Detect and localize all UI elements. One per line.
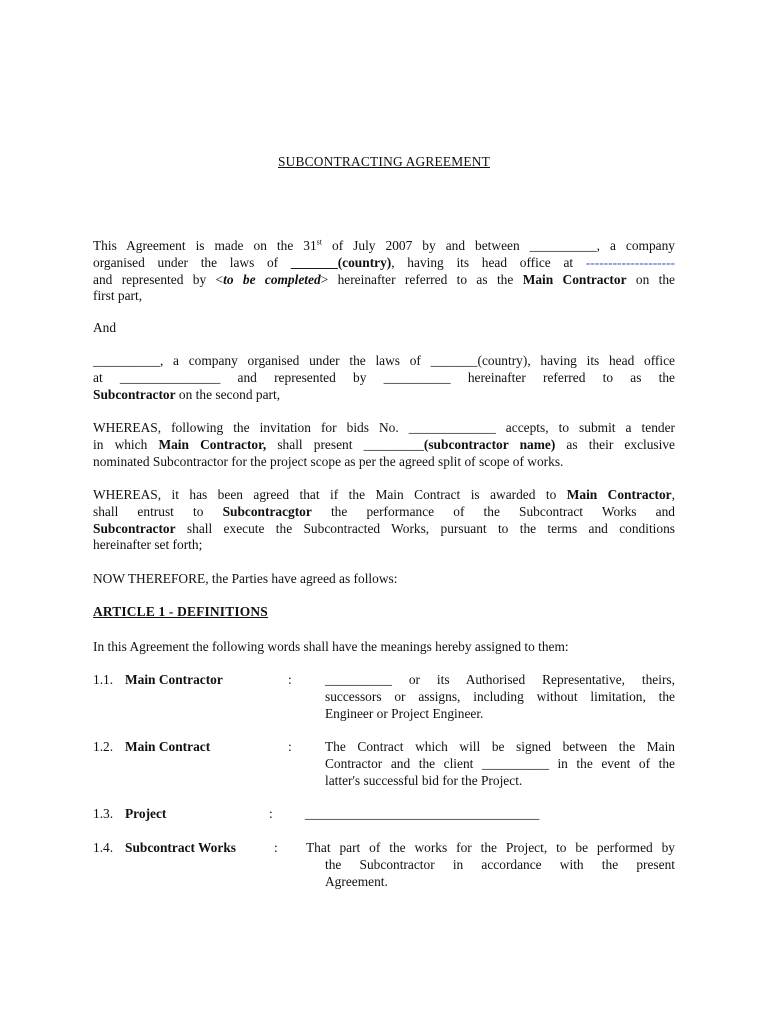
and-text: And — [93, 320, 117, 335]
definition-description: The Contract which will be signed between the Main Contractor and the client __________ in the event of the latter's successful bid for the Project. — [325, 739, 675, 788]
definition-description: __________ or its Authorised Representative, theirs, successors or assigns, including without limitation, the Engineer or Project Engineer. — [325, 672, 675, 721]
whereas-2-paragraph — [93, 487, 675, 554]
whereas-1-paragraph — [93, 420, 675, 470]
definition-item: 1.4. Subcontract Works : That part of the works for the Project, to be performed by the Subcontractor in accordance with the present Agreement. — [93, 840, 675, 889]
definition-description: That part of the works for the Project, to be performed by the Subcontractor in accordance with the present Agreement. — [306, 840, 675, 889]
intro-paragraph — [93, 238, 675, 305]
intro-line-1: This Agreement is made on the 31st of July 2007 by and between __________, a company — [93, 237, 675, 253]
whereas-2-line-3: Subcontractor shall execute the Subcontracted Works, pursuant to the terms and conditions — [93, 520, 675, 536]
second-party-line-1: __________, a company organised under the laws of _______(country), having its head office — [93, 353, 675, 368]
definition-item: 1.3. Project : ___________________________________ — [93, 806, 675, 824]
whereas-2-line-4: hereinafter set forth; — [93, 537, 203, 553]
definition-item: 1.1. Main Contractor : __________ or its Authorised Representative, theirs, successors or assigns, including without limitation, the Engineer or Project Engineer. — [93, 672, 675, 721]
intro-line-3: and represented by <to be completed> hereinafter referred to as the Main Contractor on the — [93, 271, 675, 287]
second-party-line-3: Subcontractor on the second part, — [93, 386, 281, 402]
now-therefore-text: NOW THEREFORE, the Parties have agreed as follows: — [93, 571, 398, 586]
definition-description: ___________________________________ — [305, 806, 540, 821]
definition-item: 1.2. Main Contract : The Contract which will be signed between the Main Contractor and the client __________ in the event of the latter's successful bid for the Project. — [93, 739, 675, 788]
second-party-paragraph — [93, 353, 675, 403]
whereas-2-line-1: WHEREAS, it has been agreed that if the Main Contract is awarded to Main Contractor, — [93, 487, 675, 502]
whereas-1-line-1: WHEREAS, following the invitation for bids No. _____________ accepts, to submit a tender — [93, 420, 675, 435]
whereas-2-line-2: shall entrust to Subcontracgtor the performance of the Subcontract Works and — [93, 503, 675, 519]
whereas-1-line-3: nominated Subcontractor for the project scope as per the agreed split of scope of works. — [93, 453, 564, 469]
head-office-link: -------------------- — [585, 254, 675, 270]
intro-line-4: first part, — [93, 288, 143, 304]
second-party-line-2: at _______________ and represented by __________ hereinafter referred to as the — [93, 369, 675, 385]
whereas-1-line-2: in which Main Contractor, shall present _________(subcontractor name) as their exclusive — [93, 436, 675, 452]
document-title: SUBCONTRACTING AGREEMENT — [278, 154, 490, 169]
article-1-heading: ARTICLE 1 - DEFINITIONS — [93, 604, 268, 619]
document-page — [93, 0, 675, 1024]
definitions-intro: In this Agreement the following words shall have the meanings hereby assigned to them: — [93, 639, 569, 654]
intro-line-2: organised under the laws of _______(country), having its head office at -------------------- — [93, 254, 675, 270]
